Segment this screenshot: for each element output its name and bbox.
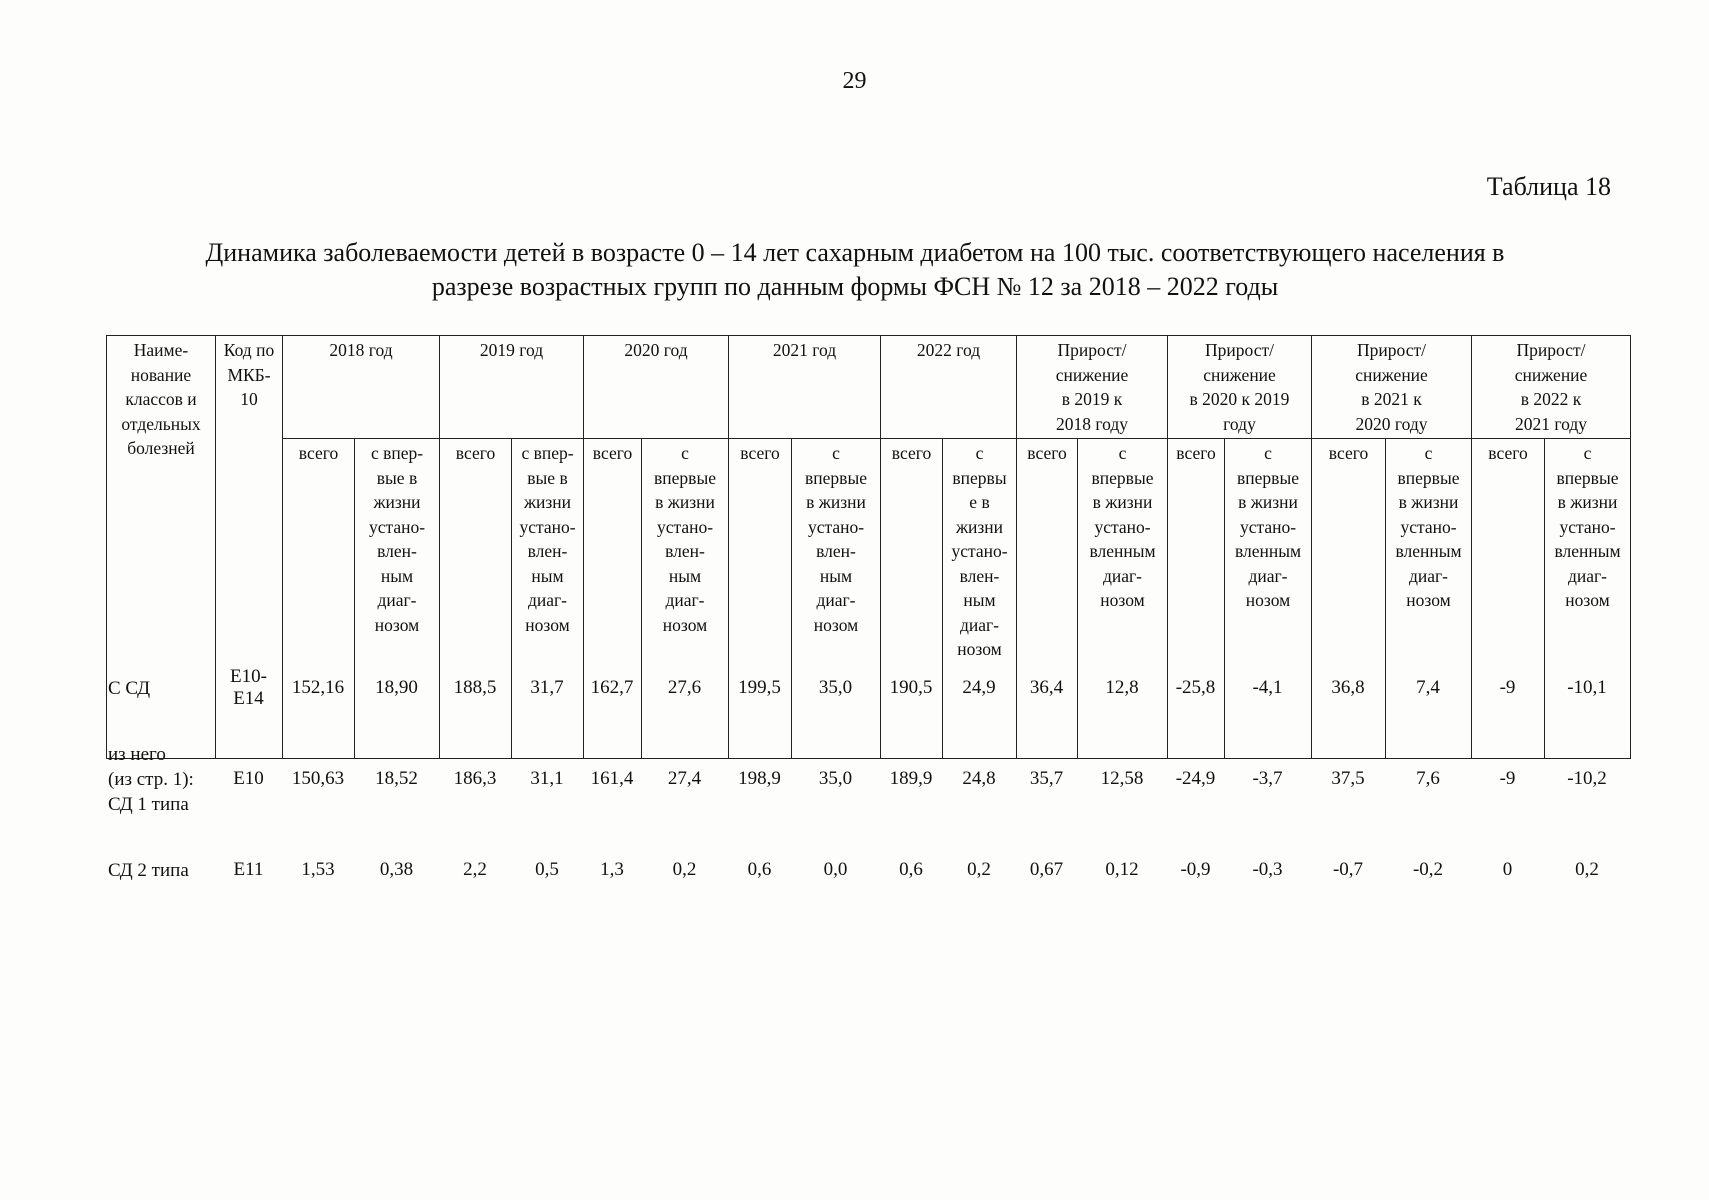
row-value-cell: 7,4 xyxy=(1416,677,1440,698)
row-value-cell: 27,6 xyxy=(667,677,702,698)
row-value-cell: -4,1 xyxy=(1252,677,1283,698)
row-value-cell: 2,2 xyxy=(463,859,487,880)
row-value-cell: 31,1 xyxy=(530,768,564,789)
row-value-cell: -9 xyxy=(1499,677,1516,698)
header-first-diagnosed: с впервые в жизни устано- вленным диаг- нозом xyxy=(1386,439,1472,759)
header-first-diagnosed: с впер- вые в жизни устано- влен- ным диаг- нозом xyxy=(512,439,584,759)
row-value-cell: -0,2 xyxy=(1412,859,1444,880)
row-icd-code: Е10 xyxy=(233,768,264,789)
row-value-cell: 189,9 xyxy=(889,768,933,789)
row-value-cell: 190,5 xyxy=(889,677,933,698)
row-value-cell: 37,5 xyxy=(1331,768,1365,789)
row-value-cell: 12,8 xyxy=(1105,677,1139,698)
row-value-cell: -25,8 xyxy=(1175,677,1216,698)
row-value-cell: 18,90 xyxy=(375,677,418,698)
table-title xyxy=(120,236,1590,304)
header-total: всего xyxy=(881,439,943,759)
header-group-change-2021: Прирост/ снижение в 2021 к 2020 году xyxy=(1312,336,1472,439)
row-value-cell: 0,2 xyxy=(1575,859,1599,880)
row-value-cell: 7,6 xyxy=(1416,768,1440,789)
table-row xyxy=(106,652,1630,724)
row-value-cell: 1,53 xyxy=(301,859,335,880)
table-label: Таблица 18 xyxy=(1486,172,1611,201)
header-group-2018: 2018 год xyxy=(283,336,440,439)
header-first-diagnosed: с впер- вые в жизни устано- влен- ным диаг- нозом xyxy=(355,439,440,759)
data-table xyxy=(106,652,1630,906)
header-total: всего xyxy=(283,439,355,759)
row-disease-name: С СД xyxy=(108,677,151,699)
row-value-cell: 24,8 xyxy=(962,768,996,789)
row-value-cell: -10,2 xyxy=(1567,768,1607,789)
row-value-cell: 162,7 xyxy=(590,677,634,698)
row-value-cell: 161,4 xyxy=(590,768,634,789)
row-value-cell: 186,3 xyxy=(453,768,497,789)
row-value-cell: 31,7 xyxy=(530,677,564,698)
table-row xyxy=(106,834,1630,906)
row-value-cell: 36,8 xyxy=(1331,677,1365,698)
row-value-cell: -10,1 xyxy=(1567,677,1607,698)
row-value-cell: 150,63 xyxy=(291,768,345,789)
header-first-diagnosed: с впервы е в жизни устано- влен- ным диаг- нозом xyxy=(943,439,1017,759)
row-value-cell: 24,9 xyxy=(962,677,996,698)
header-first-diagnosed: с впервые в жизни устано- вленным диаг- нозом xyxy=(1225,439,1312,759)
row-value-cell: 0,38 xyxy=(379,859,414,880)
table-row xyxy=(106,724,1630,834)
row-value-cell: 0,67 xyxy=(1029,859,1064,880)
row-value-cell: 27,4 xyxy=(667,768,702,789)
row-value-cell: 0,12 xyxy=(1105,859,1139,880)
row-value-cell: 152,16 xyxy=(291,677,345,698)
row-value-cell: 198,9 xyxy=(738,768,781,789)
header-total: всего xyxy=(584,439,642,759)
row-disease-name: СД 2 типа xyxy=(108,859,189,881)
header-group-2022: 2022 год xyxy=(881,336,1017,439)
header-group-2020: 2020 год xyxy=(584,336,729,439)
header-total: всего xyxy=(1312,439,1386,759)
header-total: всего xyxy=(1017,439,1078,759)
row-value-cell: 18,52 xyxy=(375,768,418,789)
row-value-cell: 1,3 xyxy=(600,859,624,880)
row-value-cell: 0,5 xyxy=(535,859,559,880)
header-disease-name: Наиме- нование классов и отдельных болезней xyxy=(107,336,216,759)
row-value-cell: -0,7 xyxy=(1332,859,1364,880)
row-value-cell: 0,6 xyxy=(747,859,772,880)
header-group-change-2019: Прирост/ снижение в 2019 к 2018 году xyxy=(1017,336,1168,439)
row-value-cell: 199,5 xyxy=(738,677,781,698)
header-total: всего xyxy=(1168,439,1225,759)
row-value-cell: 36,4 xyxy=(1029,677,1064,698)
row-value-cell: 35,0 xyxy=(818,768,853,789)
header-first-diagnosed: с впервые в жизни устано- вленным диаг- нозом xyxy=(1545,439,1631,759)
header-first-diagnosed: с впервые в жизни устано- влен- ным диаг- нозом xyxy=(642,439,729,759)
row-disease-name: из него (из стр. 1): СД 1 типа xyxy=(108,743,194,815)
header-first-diagnosed: с впервые в жизни устано- влен- ным диаг- нозом xyxy=(792,439,881,759)
row-icd-code: Е10- Е14 xyxy=(230,666,267,709)
row-value-cell: -24,9 xyxy=(1175,768,1216,789)
header-total: всего xyxy=(1472,439,1545,759)
header-group-change-2022: Прирост/ снижение в 2022 к 2021 году xyxy=(1472,336,1631,439)
row-value-cell: 0,6 xyxy=(899,859,923,880)
table-title-line-1: Динамика заболеваемости детей в возрасте 0 – 14 лет сахарным диабетом на 100 тыс. соответствующего населения в xyxy=(205,238,1505,267)
header-icd-code: Код по МКБ- 10 xyxy=(216,336,283,759)
header-total: всего xyxy=(440,439,512,759)
row-value-cell: 0,0 xyxy=(823,859,848,880)
row-value-cell: -9 xyxy=(1499,768,1516,789)
row-value-cell: 35,7 xyxy=(1029,768,1064,789)
row-value-cell: 0 xyxy=(1502,859,1513,880)
row-value-cell: 12,58 xyxy=(1100,768,1144,789)
header-group-change-2020: Прирост/ снижение в 2020 к 2019 году xyxy=(1168,336,1312,439)
table-title-line-2: разрезе возрастных групп по данным формы ФСН № 12 за 2018 – 2022 годы xyxy=(431,272,1279,301)
row-icd-code: Е11 xyxy=(233,859,264,880)
header-first-diagnosed: с впервые в жизни устано- вленным диаг- нозом xyxy=(1078,439,1168,759)
row-value-cell: 188,5 xyxy=(453,677,497,698)
row-value-cell: 35,0 xyxy=(818,677,853,698)
row-value-cell: -3,7 xyxy=(1252,768,1283,789)
page-number: 29 xyxy=(842,68,867,94)
row-value-cell: 0,2 xyxy=(967,859,991,880)
row-value-cell: -0,9 xyxy=(1180,859,1211,880)
row-value-cell: -0,3 xyxy=(1252,859,1283,880)
header-group-2019: 2019 год xyxy=(440,336,584,439)
header-total: всего xyxy=(729,439,792,759)
row-value-cell: 0,2 xyxy=(672,859,697,880)
header-group-2021: 2021 год xyxy=(729,336,881,439)
